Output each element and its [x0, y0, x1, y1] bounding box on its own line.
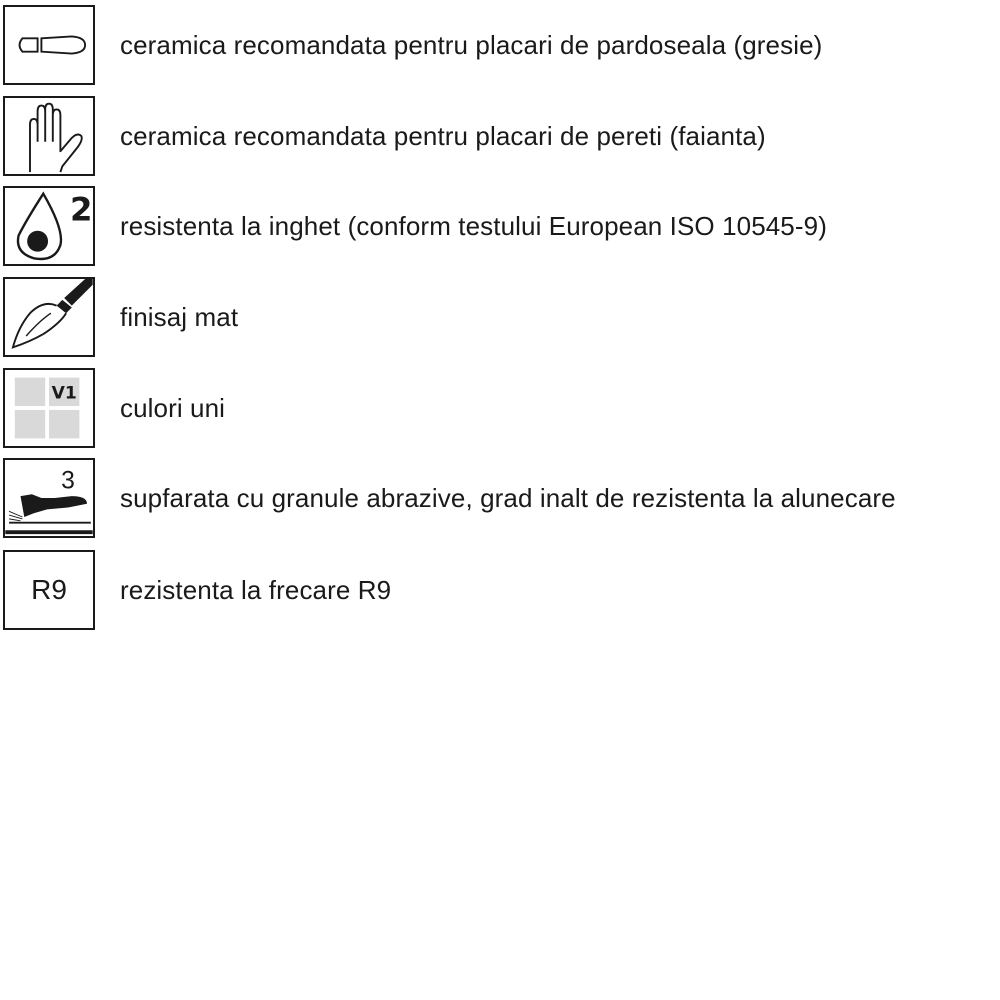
legend-row-frost — [0, 186, 1000, 276]
legend-row-slip — [0, 458, 1000, 548]
paintbrush-icon — [3, 277, 95, 357]
r9-badge: R9 — [31, 574, 67, 605]
legend-label: culori uni — [120, 393, 226, 423]
legend-label: supfarata cu granule abrazive, grad inalt de rezistenta la alunecare — [120, 483, 896, 513]
legend-label: ceramica recomandata pentru placari de pereti (faianta) — [120, 121, 766, 151]
legend-label: ceramica recomandata pentru placari de pardoseala (gresie) — [120, 30, 823, 60]
frost-badge: 2 — [70, 190, 93, 229]
legend-label: rezistenta la frecare R9 — [120, 575, 392, 605]
legend-row-finish — [0, 277, 1000, 367]
color-badge: V1 — [51, 383, 77, 404]
frost-drop-icon — [3, 186, 95, 266]
hand-icon — [3, 96, 95, 176]
legend-row-colors — [0, 368, 1000, 458]
r9-icon — [3, 550, 95, 630]
legend-label: resistenta la inghet (conform testului European ISO 10545-9) — [120, 211, 827, 241]
legend-label: finisaj mat — [120, 302, 239, 332]
legend-row-wall — [0, 96, 1000, 186]
slip-badge: 3 — [61, 467, 75, 495]
color-grid-icon — [3, 368, 95, 448]
legend-row-r9 — [0, 550, 1000, 640]
shoe-sole-icon — [3, 5, 95, 85]
foot-slip-icon — [3, 458, 95, 538]
legend-row-floor — [0, 5, 1000, 95]
